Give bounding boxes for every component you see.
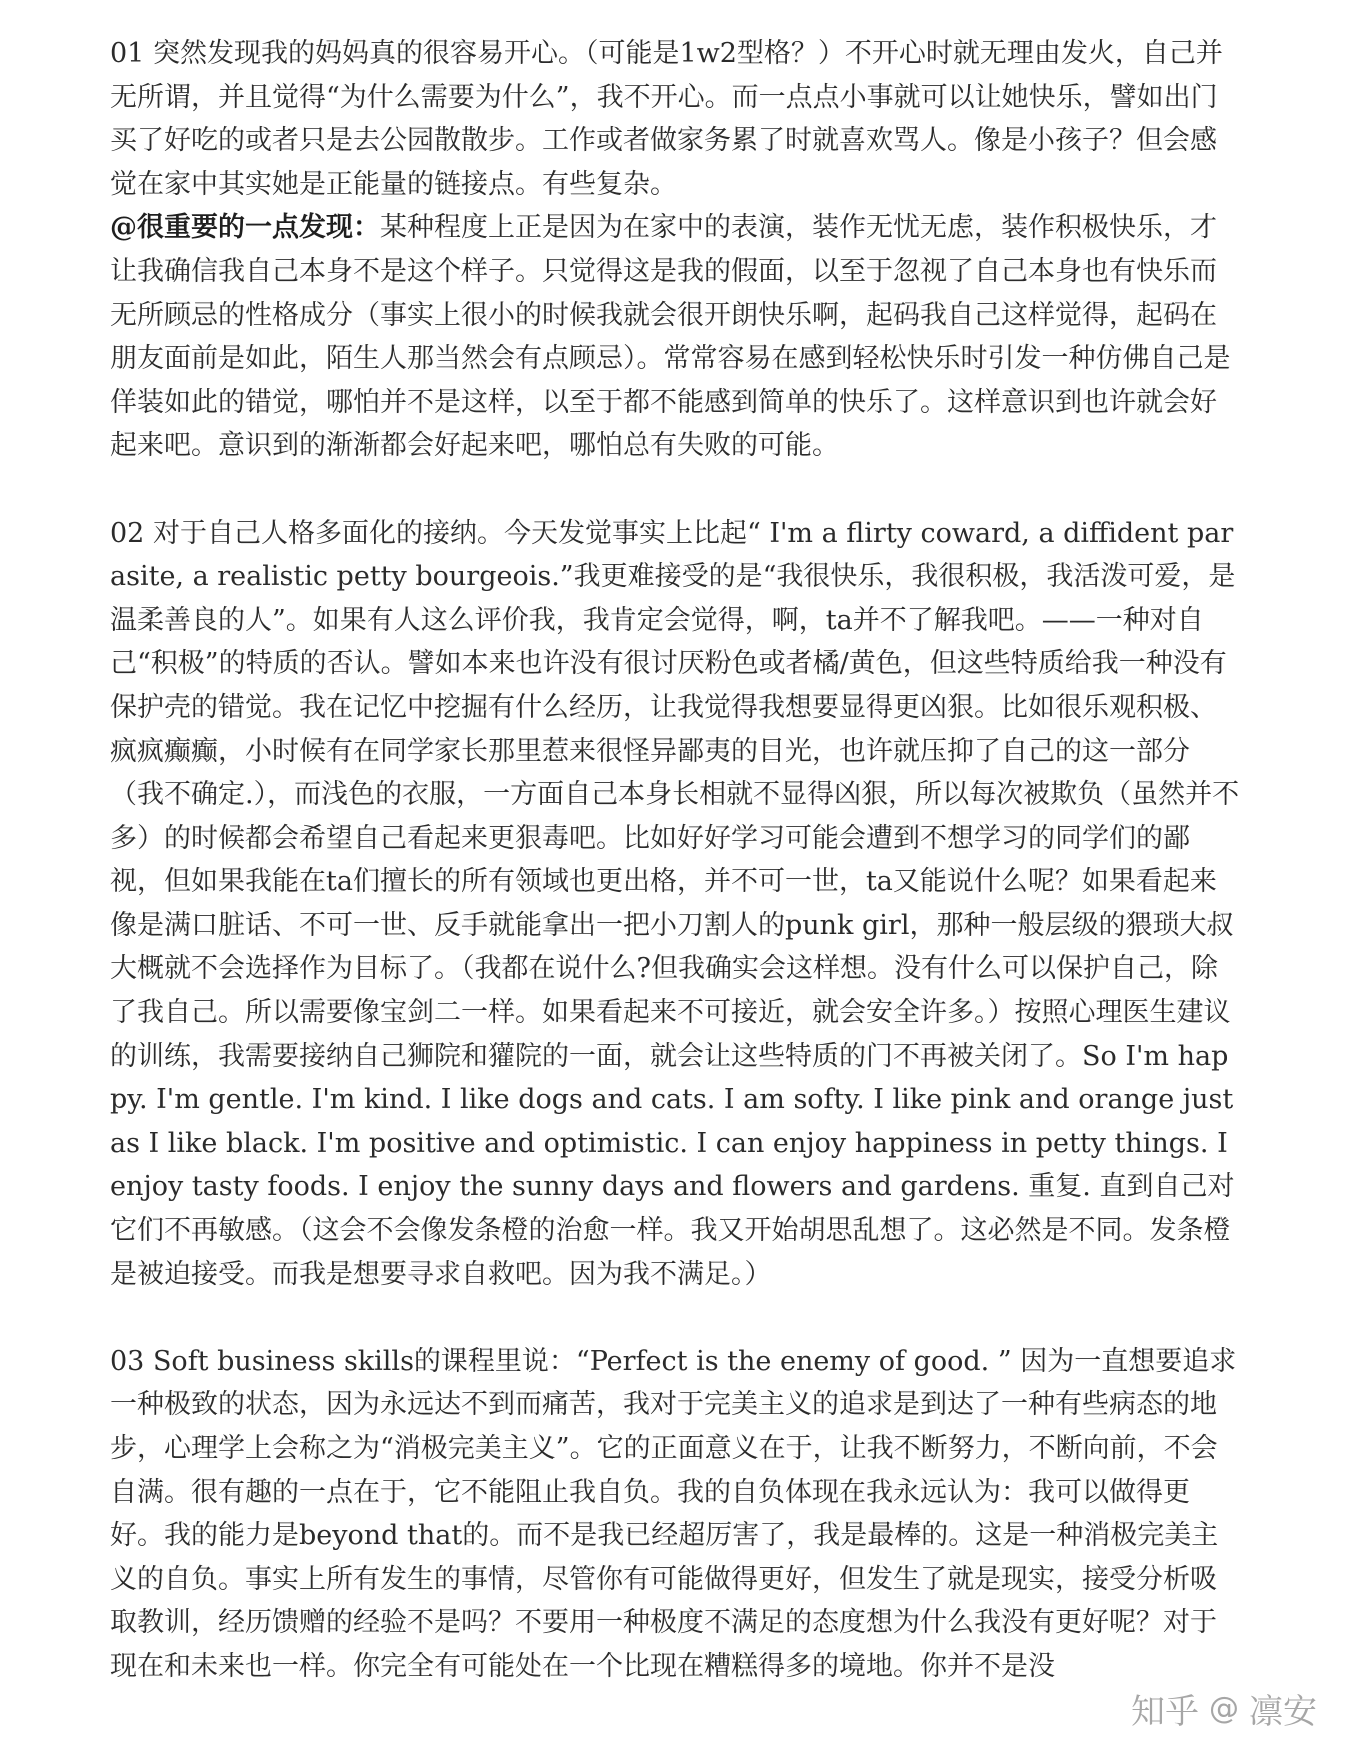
watermark-site: 知乎 <box>1131 1692 1199 1732</box>
watermark-author: 凛安 <box>1249 1692 1317 1732</box>
paragraph-01 <box>110 32 1240 468</box>
article-body <box>110 32 1240 1689</box>
zhihu-watermark <box>1131 1684 1317 1733</box>
watermark-at: @ <box>1209 1691 1239 1726</box>
paragraph-03-text: 03 Soft business skills的课程里说：“Perfect is the enemy of good. ” 因为一直想要追求一种极致的状态，因为永远达不到而痛苦，我对于完美主义的追求是到达了一种有些病态的地步，心理学上会称之为“消极完美主义”。它的正面意义在于，让我不断努力，不断向前，不会自满。很有趣的一点在于，它不能阻止我自负。我的自负体现在我永远认为：我可以做得更好。我的能力是beyond that的。而不是我已经超厉害了，我是最棒的。这是一种消极完美主义的自负。事实上所有发生的事情，尽管你有可能做得更好，但发生了就是现实，接受分析吸取教训，经历馈赠的经验不是吗？不要用一种极度不满足的态度想为什么我没有更好呢？对于现在和未来也一样。你完全有可能处在一个比现在糟糕得多的境地。你并不是没 <box>110 1345 1237 1682</box>
paragraph-02-text: 02 对于自己人格多面化的接纳。今天发觉事实上比起“ I'm a flirty coward, a diffident parasite, a realistic petty bourgeois.”我更难接受的是“我很快乐，我很积极，我活泼可爱，是温柔善良的人”。如果有人这么评价我，我肯定会觉得，啊，ta并不了解我吧。——一种对自己“积极”的特质的否认。譬如本来也许没有很讨厌粉色或者橘/黄色，但这些特质给我一种没有保护壳的错觉。我在记忆中挖掘有什么经历，让我觉得我想要显得更凶狠。比如很乐观积极、疯疯癫癫，小时候有在同学家长那里惹来很怪异鄙夷的目光，也许就压抑了自己的这一部分（我不确定.），而浅色的衣服，一方面自己本身长相就不显得凶狠，所以每次被欺负（虽然并不多）的时候都会希望自己看起来更狠毒吧。比如好好学习可能会遭到不想学习的同学们的鄙视，但如果我能在ta们擅长的所有领域也更出格，并不可一世，ta又能说什么呢？如果看起来像是满口脏话、不可一世、反手就能拿出一把小刀割人的punk girl，那种一般层级的猥琐大叔大概就不会选择作为目标了。（我都在说什么?但我确实会这样想。没有什么可以保护自己，除了我自己。所以需要像宝剑二一样。如果看起来不可接近，就会安全许多。）按照心理医生建议的训练，我需要接纳自己狮院和獾院的一面，就会让这些特质的门不再被关闭了。So I'm happy. I'm gentle. I'm kind. I like dogs and cats. I am softy. I like pink and orange just as I like black. I'm positive and optimistic. I can enjoy happiness in petty things. I enjoy tasty foods. I enjoy the sunny days and flowers and gardens. 重复. 直到自己对它们不再敏感。（这会不会像发条橙的治愈一样。我又开始胡思乱想了。这必然是不同。发条橙是被迫接受。而我是想要寻求自救吧。因为我不满足。） <box>110 517 1240 1290</box>
highlight-text: 某种程度上正是因为在家中的表演，装作无忧无虑，装作积极快乐，才让我确信我自己本身不是这个样子。只觉得这是我的假面，以至于忽视了自己本身也有快乐而无所顾忌的性格成分（事实上很小的时候我就会很开朗快乐啊，起码我自己这样觉得，起码在朋友面前是如此，陌生人那当然会有点顾忌）。常常容易在感到轻松快乐时引发一种仿佛自己是佯装如此的错觉，哪怕并不是这样，以至于都不能感到简单的快乐了。这样意识到也许就会好起来吧。意识到的渐渐都会好起来吧，哪怕总有失败的可能。 <box>110 212 1231 462</box>
paragraph-03 <box>110 1340 1240 1689</box>
highlight-label: @很重要的一点发现： <box>110 212 380 244</box>
paragraph-gap <box>110 1296 1240 1340</box>
paragraph-gap <box>110 468 1240 512</box>
paragraph-02 <box>110 512 1240 1297</box>
paragraph-01-text: 01 突然发现我的妈妈真的很容易开心。（可能是1w2型格？）不开心时就无理由发火，自己并无所谓，并且觉得“为什么需要为什么”，我不开心。而一点点小事就可以让她快乐，譬如出门买了好吃的或者只是去公园散散步。工作或者做家务累了时就喜欢骂人。像是小孩子？但会感觉在家中其实她是正能量的链接点。有些复杂。 <box>110 38 1223 200</box>
